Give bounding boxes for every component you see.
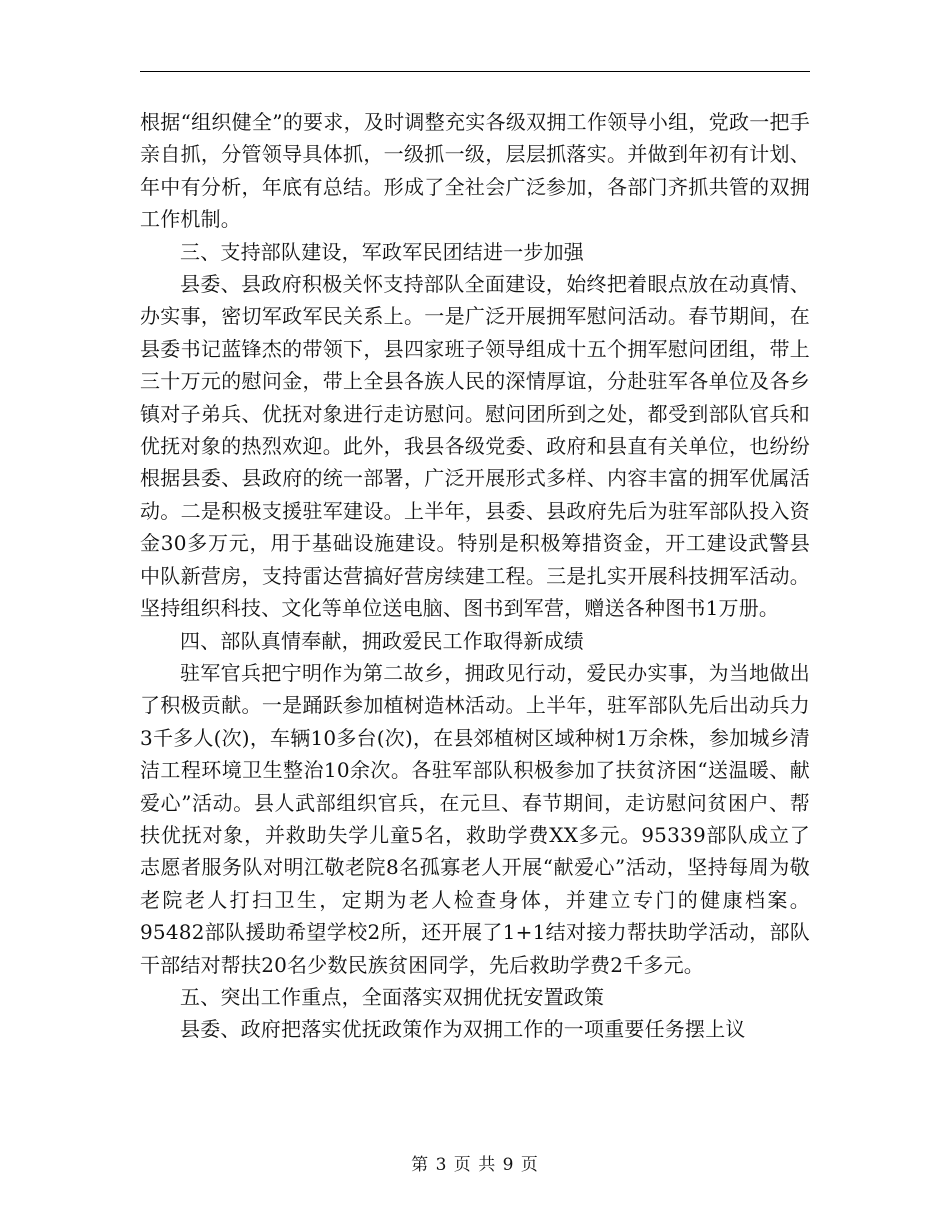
paragraph-support-army: 县委、县政府积极关怀支持部队全面建设，始终把着眼点放在动真情、办实事，密切军政军民关系上。一是广泛开展拥军慰问活动。春节期间，在县委书记蓝锋杰的带领下，县四家班子领导组成十五个拥军慰问团组，带上三十万元的慰问金，带上全县各族人民的深情厚谊，分赴驻军各单位及各乡镇对子弟兵、优抚对象进行走访慰问。慰问团所到之处，都受到部队官兵和优抚对象的热烈欢迎。此外，我县各级党委、政府和县直有关单位，也纷纷根据县委、县政府的统一部署，广泛开展形式多样、内容丰富的拥军优属活动。二是积极支援驻军建设。上半年，县委、县政府先后为驻军部队投入资金30多万元，用于基础设施建设。特别是积极筹措资金，开工建设武警县中队新营房，支持雷达营搞好营房续建工程。三是扎实开展科技拥军活动。坚持组织科技、文化等单位送电脑、图书到军营，赠送各种图书1万册。 [140,272,810,621]
page-number: 第 3 页 共 9 页 [411,1155,539,1175]
paragraph-policy: 县委、政府把落实优抚政策作为双拥工作的一项重要任务摆上议 [180,1017,746,1042]
paragraph-continuation: 根据“组织健全”的要求，及时调整充实各级双拥工作领导小组，党政一把手亲自抓，分管领导具体抓，一级抓一级，层层抓落实。并做到年初有计划、年中有分析，年底有总结。形成了全社会广泛参加，各部门齐抓共管的双拥工作机制。 [140,110,810,232]
paragraph-army-contribution: 驻军官兵把宁明作为第二故乡，拥政见行动，爱民办实事，为当地做出了积极贡献。一是踊跃参加植树造林活动。上半年，驻军部队先后出动兵力3千多人(次)，车辆10多台(次)，在县郊植树区域种树1万余株，参加城乡清洁工程环境卫生整治10余次。各驻军部队积极参加了扶贫济困“送温暖、献爱心”活动。县人武部组织官兵，在元旦、春节期间，走访慰问贫困户、帮扶优抚对象，并救助失学儿童5名，救助学费XX多元。95339部队成立了志愿者服务队对明江敬老院8名孤寡老人开展“献爱心”活动，坚持每周为敬老院老人打扫卫生，定期为老人检查身体，并建立专门的健康档案。95482部队援助希望学校2所，还开展了1+1结对接力帮扶助学活动，部队干部结对帮扶20名少数民族贫困同学，先后救助学费2千多元。 [140,660,810,977]
header-rule [140,71,810,72]
section-heading-3: 三、支持部队建设，军政军民团结进一步加强 [180,239,584,264]
section-heading-5: 五、突出工作重点，全面落实双拥优抚安置政策 [180,984,605,1009]
document-body [140,106,810,1046]
section-heading-4: 四、部队真情奉献，拥政爱民工作取得新成绩 [180,628,584,653]
